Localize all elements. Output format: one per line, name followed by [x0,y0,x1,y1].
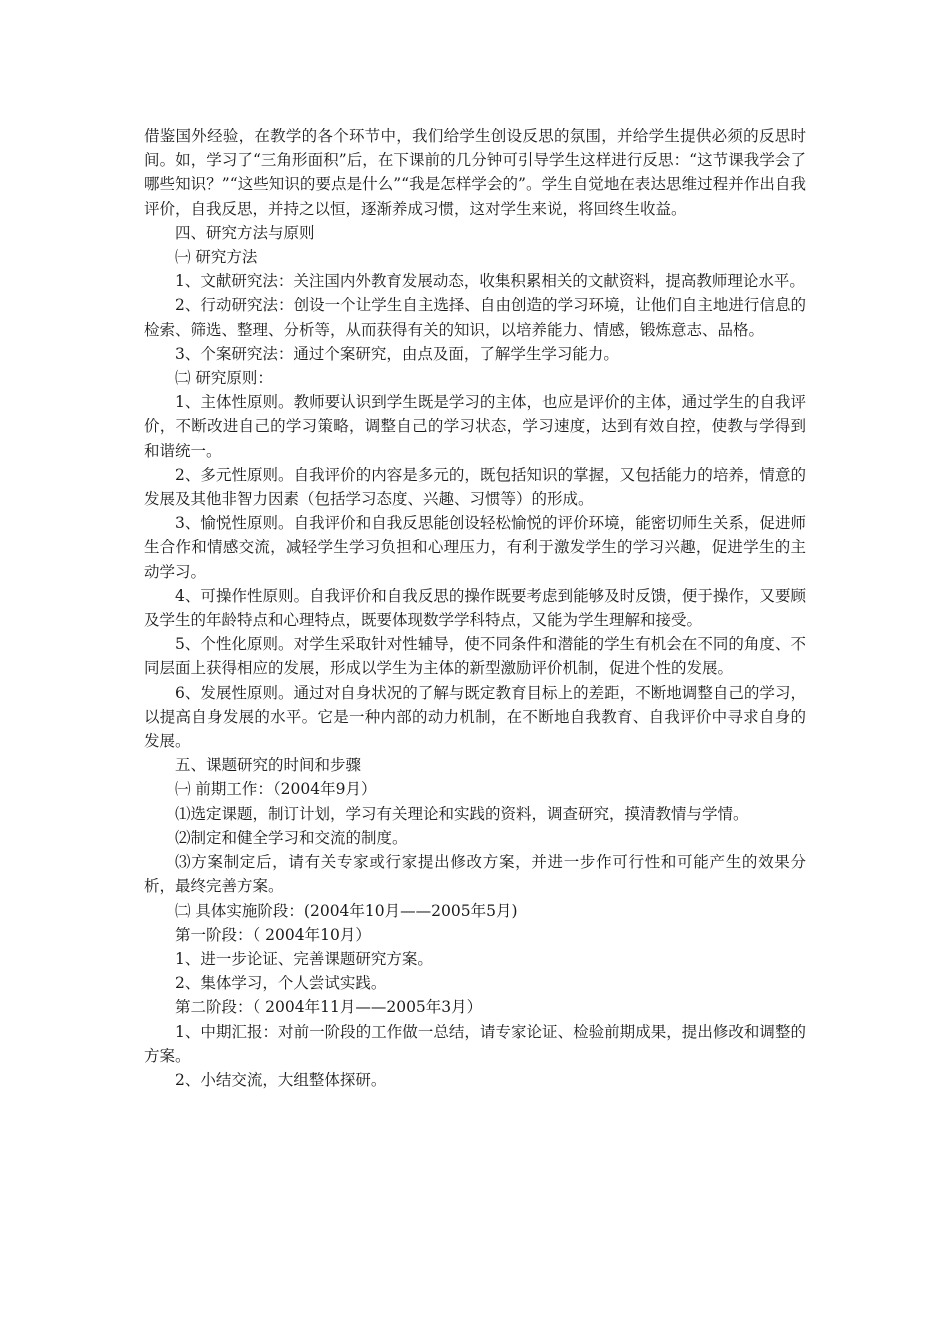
subheading-research-methods: ㈠ 研究方法 [175,248,258,267]
principle-pleasure: 3、愉悦性原则。自我评价和自我反思能创设轻松愉悦的评价环境，能密切师生关系，促进师生合作和情感交流，减轻学生学习负担和心理压力，有利于激发学生的学习兴趣，促进学生的主动学习。 [144,514,806,581]
subheading-principles: ㈡ 研究原则： [175,369,273,388]
section-heading-schedule: 五、课题研究的时间和步骤 [175,756,362,775]
stage-two-item-2: 2、小结交流，大组整体探研。 [175,1070,387,1089]
principle-development: 6、发展性原则。通过对自身状况的了解与既定教育目标上的差距，不断地调整自己的学习，以提高自身发展的水平。它是一种内部的动力机制，在不断地自我教育、自我评价中寻求自身的发展。 [144,683,806,751]
preliminary-item-2: ⑵制定和健全学习和交流的制度。 [175,828,408,847]
stage-one-item-2: 2、集体学习，个人尝试实践。 [175,974,387,993]
principle-subjectivity: 1、主体性原则。教师要认识到学生既是学习的主体，也应是评价的主体，通过学生的自我评价，不断改进自己的学习策略，调整自己的学习状态，学习速度，达到有效自控，使教与学得到和谐统一。 [144,393,806,460]
stage-one-heading: 第一阶段：（ 2004年10月） [175,925,371,944]
preliminary-item-3: ⑶方案制定后，请有关专家或行家提出修改方案，并进一步作可行性和可能产生的效果分析，最终完善方案。 [144,853,806,896]
principle-individuality: 5、个性化原则。对学生采取针对性辅导，使不同条件和潜能的学生有机会在不同的角度、不同层面上获得相应的发展，形成以学生为主体的新型激励评价机制，促进个性的发展。 [144,635,806,678]
subheading-preliminary: ㈠ 前期工作：（2004年9月） [175,780,377,799]
subheading-implementation: ㈡ 具体实施阶段：(2004年10月——2005年5月) [175,901,518,920]
method-case: 3、个案研究法：通过个案研究，由点及面，了解学生学习能力。 [175,344,619,363]
document-page [144,124,806,1092]
stage-one-item-1: 1、进一步论证、完善课题研究方案。 [175,949,433,968]
stage-two-heading: 第二阶段：（ 2004年11月——2005年3月） [175,998,483,1017]
preliminary-item-1: ⑴选定课题，制订计划，学习有关理论和实践的资料，调查研究，摸清教情与学情。 [175,804,749,823]
stage-two-item-1: 1、中期汇报：对前一阶段的工作做一总结，请专家论证、检验前期成果，提出修改和调整的方案。 [144,1022,806,1065]
intro-paragraph: 借鉴国外经验，在教学的各个环节中，我们给学生创设反思的氛围，并给学生提供必须的反思时间。如，学习了“三角形面积”后，在下课前的几分钟可引导学生这样进行反思：“这节课我学会了哪些知识？”“这些知识的要点是什么”“我是怎样学会的”。学生自觉地在表达思维过程并作出自我评价，自我反思，并持之以恒，逐渐养成习惯，这对学生来说，将回终生收益。 [144,127,806,218]
principle-operability: 4、可操作性原则。自我评价和自我反思的操作既要考虑到能够及时反馈，便于操作，又要顾及学生的年龄特点和心理特点，既要体现数学学科特点，又能为学生理解和接受。 [144,586,806,630]
method-literature: 1、文献研究法：关注国内外教育发展动态，收集积累相关的文献资料，提高教师理论水平。 [175,272,805,291]
section-heading-methods: 四、研究方法与原则 [175,223,315,242]
principle-diversity: 2、多元性原则。自我评价的内容是多元的，既包括知识的掌握，又包括能力的培养，情意的发展及其他非智力因素（包括学习态度、兴趣、习惯等）的形成。 [144,465,806,509]
method-action: 2、行动研究法：创设一个让学生自主选择、自由创造的学习环境，让他们自主地进行信息的检索、筛选、整理、分析等，从而获得有关的知识，以培养能力、情感，锻炼意志、品格。 [144,296,806,339]
